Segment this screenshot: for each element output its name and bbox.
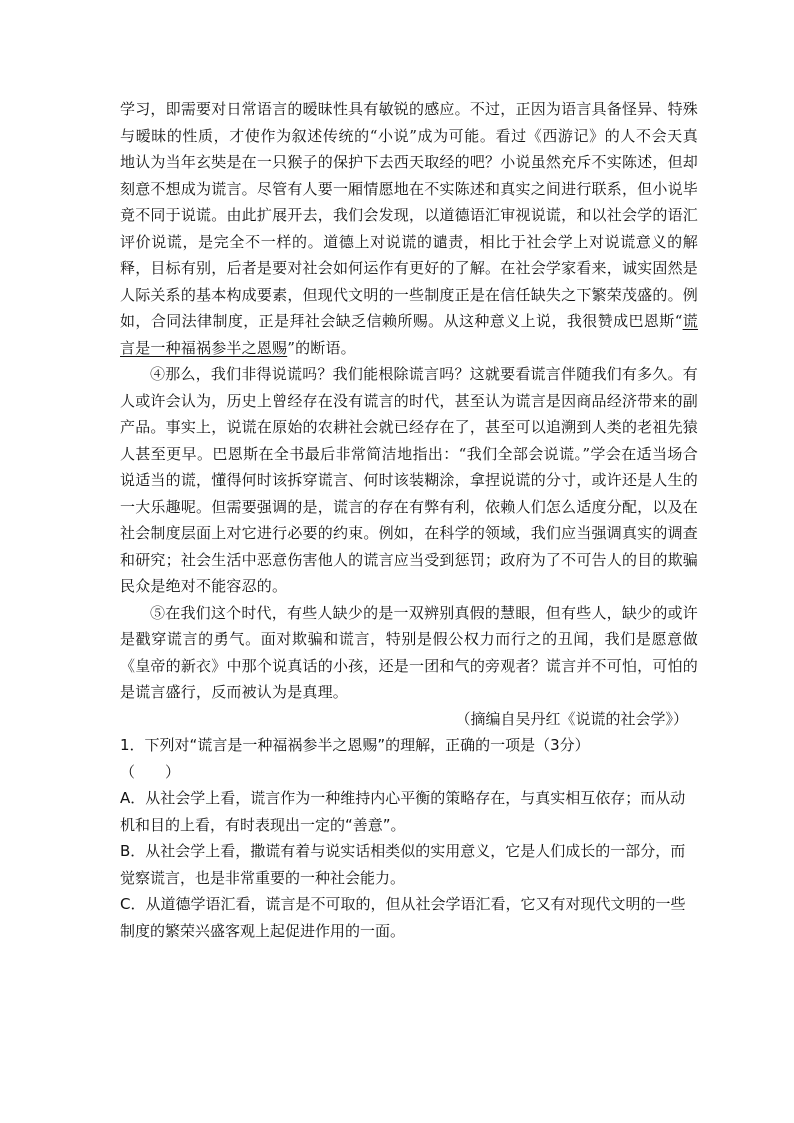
question-1 — [120, 732, 698, 944]
article-paragraph-4: ④那么，我们非得说谎吗？我们能根除谎言吗？这就要看谎言伴随我们有多久。有人或许会认为，历史上曾经存在没有谎言的时代，甚至认为谎言是因商品经济带来的副产品。事实上，说谎在原始的农耕社会就已经存在了，甚至可以追溯到人类的老祖先猿人甚至更早。巴恩斯在全书最后非常简洁地指出：“我们全部会说谎。”学会在适当场合说适当的谎，懂得何时该拆穿谎言、何时该装糊涂，拿捏说谎的分寸，或许还是人生的一大乐趣呢。但需要强调的是，谎言的存在有弊有利，依赖人们怎么适度分配，以及在社会制度层面上对它进行必要的约束。例如，在科学的领域，我们应当强调真实的调查和研究；社会生活中恶意伤害他人的谎言应当受到惩罚；政府为了不可告人的目的欺骗民众是绝对不能容忍的。 — [120, 365, 698, 595]
paragraph-text-end: ”的断语。 — [287, 338, 356, 357]
question-stem: 1．下列对“谎言是一种福祸参半之恩赐”的理解，正确的一项是（3分） — [120, 736, 590, 754]
underlined-quote: 谎言是一种福祸参半之恩赐 — [120, 312, 699, 357]
article-paragraph-5: ⑤在我们这个时代，有些人缺少的是一双辨别真假的慧眼，但有些人，缺少的或许是戳穿谎言的勇气。面对欺骗和谎言，特别是假公权力而行之的丑闻，我们是愿意做《皇帝的新衣》中那个说真话的小孩，还是一团和气的旁观者？谎言并不可怕，可怕的是谎言盛行，反而被认为是真理。 — [120, 603, 698, 701]
answer-parentheses: （ ） — [120, 762, 181, 781]
document-page — [120, 96, 698, 944]
option-c: C．从道德学语汇看，谎言是不可取的，但从社会学语汇看，它又有对现代文明的一些制度的繁荣兴盛客观上起促进作用的一面。 — [120, 895, 686, 940]
article-body — [120, 96, 698, 732]
option-b: B．从社会学上看，撒谎有着与说实话相类似的实用意义，它是人们成长的一部分，而觉察谎言，也是非常重要的一种社会能力。 — [120, 842, 686, 887]
option-a: A．从社会学上看，谎言作为一种维持内心平衡的策略存在，与真实相互依存；而从动机和目的上看，有时表现出一定的“善意”。 — [120, 789, 686, 834]
article-paragraph-3 — [120, 96, 698, 361]
paragraph-text: 学习，即需要对日常语言的暧昧性具有敏锐的感应。不过，正因为语言具备怪异、特殊与暧昧的性质，才使作为叙述传统的“小说”成为可能。看过《西游记》的人不会天真地认为当年玄奘是在一只猴子的保护下去西天取经的吧？小说虽然充斥不实陈述，但却刻意不想成为谎言。尽管有人要一厢情愿地在不实陈述和真实之间进行联系，但小说毕竟不同于说谎。由此扩展开去，我们会发现，以道德语汇审视说谎，和以社会学的语汇评价说谎，是完全不一样的。道德上对说谎的谴责，相比于社会学上对说谎意义的解释，目标有别，后者是要对社会如何运作有更好的了解。在社会学家看来，诚实固然是人际关系的基本构成要素，但现代文明的一些制度正是在信任缺失之下繁荣茂盛的。例如，合同法律制度，正是拜社会缺乏信赖所赐。从这种意义上说，我很赞成巴恩斯“ — [120, 100, 698, 330]
article-source: （摘编自吴丹红《说谎的社会学》） — [455, 709, 688, 728]
